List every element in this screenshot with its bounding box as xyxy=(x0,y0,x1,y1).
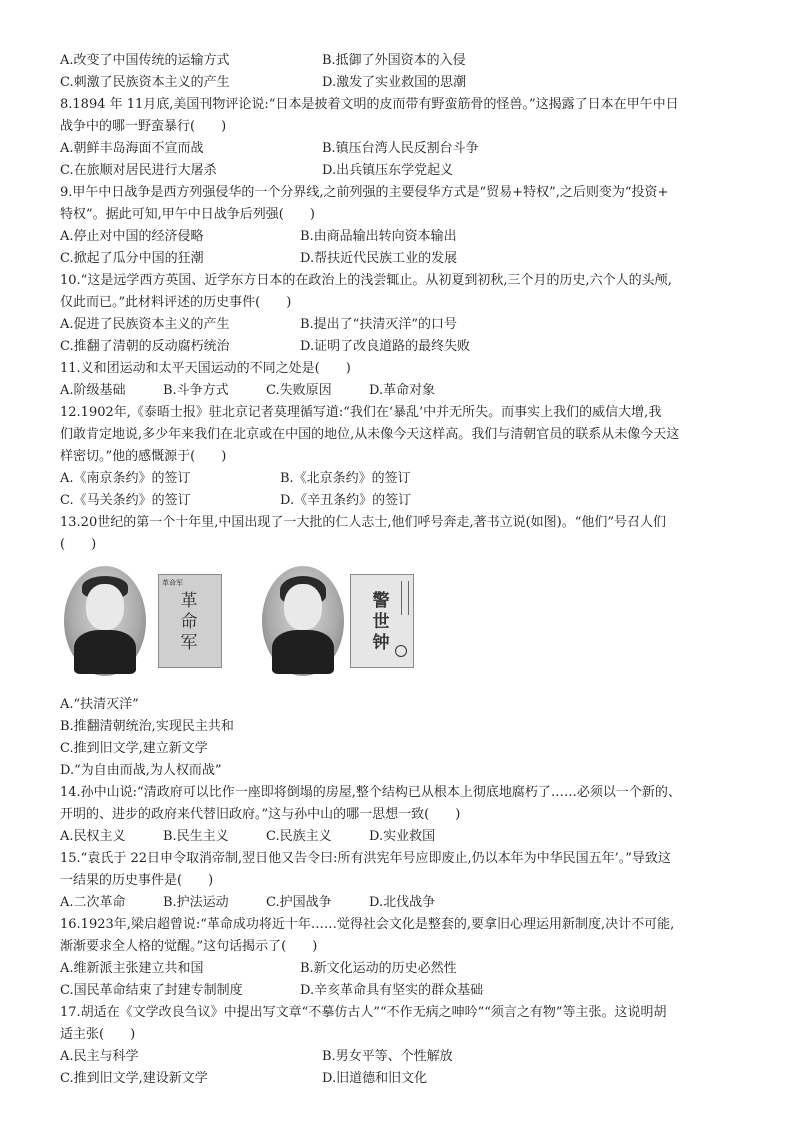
portrait-photo-female xyxy=(262,566,344,676)
q9-stem-line2: 特权”。据此可知,甲午中日战争后列强( ) xyxy=(60,207,315,222)
q13-option-d: D.“为自由而战,为人权而战” xyxy=(60,763,222,778)
q14-option-d: D.实业救国 xyxy=(369,829,436,844)
q11-option-a: A.阶级基础 xyxy=(60,383,126,398)
q8-stem-line2: 战争中的哪一野蛮暴行( ) xyxy=(60,119,227,134)
q12-option-b: B.《北京条约》的签订 xyxy=(280,471,411,486)
q11-stem: 11.义和团运动和太平天国运动的不同之处是( ) xyxy=(60,361,351,376)
q10-stem-line2: 仅此而已。”此材料评述的历史事件( ) xyxy=(60,295,292,310)
book-cover-decoration xyxy=(401,581,409,615)
book-cover-gemingjun xyxy=(158,574,222,668)
q12-option-c: C.《马关条约》的签订 xyxy=(60,493,191,508)
exam-page xyxy=(60,50,745,1090)
book-cover-title: 警世钟 xyxy=(372,591,390,653)
q10-options-row1 xyxy=(60,314,745,336)
q8-option-c: C.在旅顺对居民进行大屠杀 xyxy=(60,163,217,178)
q12-stem-line2: 们敢肯定地说,多少年来我们在北京或在中国的地位,从未像今天这样高。我们与清朝官员的联系从未像今天这 xyxy=(60,427,680,442)
q7-option-d: D.激发了实业救国的思潮 xyxy=(322,75,467,90)
q9-option-d: D.帮扶近代民族工业的发展 xyxy=(300,251,458,266)
q9-option-b: B.由商品输出转向资本输出 xyxy=(300,229,457,244)
q10-option-a: A.促进了民族资本主义的产生 xyxy=(60,317,230,332)
q17-option-b: B.男女平等、个性解放 xyxy=(322,1049,453,1064)
q17-option-c: C.推到旧文学,建设新文学 xyxy=(60,1071,208,1086)
q16-stem-line1: 16.1923年,梁启超曾说:“革命成功将近十年……觉得社会文化是整套的,要拿旧心理运用新制度,决计不可能, xyxy=(60,917,675,932)
q15-stem-line2: 一结果的历史事件是( ) xyxy=(60,873,214,888)
q15-option-d: D.北伐战争 xyxy=(369,895,436,910)
q7-options-row1 xyxy=(60,50,745,72)
q12-options-row1 xyxy=(60,468,745,490)
q9-stem-line1: 9.甲午中日战争是西方列强侵华的一个分界线,之前列强的主要侵华方式是“贸易+特权”,之后则变为“投资+ xyxy=(60,185,669,200)
q8-stem-line1: 8.1894 年 11月底,美国刊物评论说:“日本是披着文明的皮而带有野蛮筋骨的怪兽。”这揭露了日本在甲午中日 xyxy=(60,97,679,112)
q12-option-d: D.《辛丑条约》的签订 xyxy=(280,493,412,508)
portrait-photo-male xyxy=(64,566,146,676)
q17-option-d: D.旧道德和旧文化 xyxy=(322,1071,428,1086)
q15-stem-line1: 15.“袁氏于 22日申令取消帝制,翌日他又告令曰:所有洪宪年号应即废止,仍以本年为中华民国五年’。”导致这 xyxy=(60,851,671,866)
q11-option-c: C.失败原因 xyxy=(266,383,332,398)
q16-option-d: D.辛亥革命具有坚实的群众基础 xyxy=(300,983,484,998)
q10-option-b: B.提出了“扶清灭洋”的口号 xyxy=(300,317,457,332)
q10-option-d: D.证明了改良道路的最终失败 xyxy=(300,339,471,354)
q12-option-a: A.《南京条约》的签订 xyxy=(60,471,191,486)
q10-stem-line1: 10.“这是远学西方英国、近学东方日本的在政治上的浅尝辄止。从初夏到初秋,三个月的历史,六个人的头颅, xyxy=(60,273,672,288)
q13-stem-line1: 13.20世纪的第一个十年里,中国出现了一大批的仁人志士,他们呼号奔走,著书立说(如图)。“他们”号召人们 xyxy=(60,515,667,530)
q17-options-row2 xyxy=(60,1068,745,1090)
q16-options-row2 xyxy=(60,980,745,1002)
q13-option-c: C.推到旧文学,建立新文学 xyxy=(60,741,208,756)
q15-option-c: C.护国战争 xyxy=(266,895,332,910)
q8-options-row2 xyxy=(60,160,745,182)
q12-stem-line1: 12.1902年,《泰晤士报》驻北京记者莫理循写道:“我们在‘暴乱’中并无所失。而事实上我们的威信大增,我 xyxy=(60,405,662,420)
q16-stem-line2: 渐渐要求全人格的觉醒。”这句话揭示了( ) xyxy=(60,939,318,954)
q14-option-a: A.民权主义 xyxy=(60,829,126,844)
q13-option-b: B.推翻清朝统治,实现民主共和 xyxy=(60,719,234,734)
q7-option-c: C.刺激了民族资本主义的产生 xyxy=(60,75,230,90)
q14-option-b: B.民生主义 xyxy=(163,829,229,844)
q8-option-d: D.出兵镇压东学党起义 xyxy=(322,163,454,178)
q17-stem-line1: 17.胡适在《文学改良刍议》中提出写文章“不摹仿古人”“不作无病之呻吟”“须言之有物”等主张。这说明胡 xyxy=(60,1005,667,1020)
book-cover-jingshizhong xyxy=(350,574,414,668)
book-cover-title: 革命军 xyxy=(180,591,198,653)
q9-options-row2 xyxy=(60,248,745,270)
q7-options-row2 xyxy=(60,72,745,94)
q11-option-b: B.斗争方式 xyxy=(163,383,229,398)
q14-option-c: C.民族主义 xyxy=(266,829,332,844)
q14-options xyxy=(60,826,745,848)
q16-option-c: C.国民革命结束了封建专制制度 xyxy=(60,983,243,998)
q9-option-a: A.停止对中国的经济侵略 xyxy=(60,229,204,244)
q9-option-c: C.掀起了瓜分中国的狂潮 xyxy=(60,251,204,266)
q16-options-row1 xyxy=(60,958,745,980)
q16-option-a: A.维新派主张建立共和国 xyxy=(60,961,204,976)
q8-options-row1 xyxy=(60,138,745,160)
q9-options-row1 xyxy=(60,226,745,248)
q13-option-a: A.“扶清灭洋” xyxy=(60,697,139,712)
q15-option-b: B.护法运动 xyxy=(163,895,229,910)
q14-stem-line2: 开明的、进步的政府来代替旧政府。”这与孙中山的哪一思想一致( ) xyxy=(60,807,461,822)
q13-figure xyxy=(60,560,745,688)
q17-option-a: A.民主与科学 xyxy=(60,1049,139,1064)
book-cover-small-title: 革命军 xyxy=(162,579,183,587)
q17-options-row1 xyxy=(60,1046,745,1068)
book-cover-seal-icon xyxy=(395,645,407,657)
q12-options-row2 xyxy=(60,490,745,512)
q15-options xyxy=(60,892,745,914)
q15-option-a: A.二次革命 xyxy=(60,895,126,910)
q11-options xyxy=(60,380,745,402)
q10-options-row2 xyxy=(60,336,745,358)
q11-option-d: D.革命对象 xyxy=(369,383,436,398)
q13-stem-line2: ( ) xyxy=(60,537,97,552)
q7-option-a: A.改变了中国传统的运输方式 xyxy=(60,53,230,68)
q7-option-b: B.抵御了外国资本的入侵 xyxy=(322,53,466,68)
q14-stem-line1: 14.孙中山说:“清政府可以比作一座即将倒塌的房屋,整个结构已从根本上彻底地腐朽了……必须以一个新的、 xyxy=(60,785,681,800)
q16-option-b: B.新文化运动的历史必然性 xyxy=(300,961,457,976)
q17-stem-line2: 适主张( ) xyxy=(60,1027,136,1042)
q8-option-a: A.朝鲜丰岛海面不宣而战 xyxy=(60,141,204,156)
q12-stem-line3: 样密切。”他的感慨源于( ) xyxy=(60,449,227,464)
q10-option-c: C.推翻了清朝的反动腐朽统治 xyxy=(60,339,230,354)
q8-option-b: B.镇压台湾人民反割台斗争 xyxy=(322,141,479,156)
